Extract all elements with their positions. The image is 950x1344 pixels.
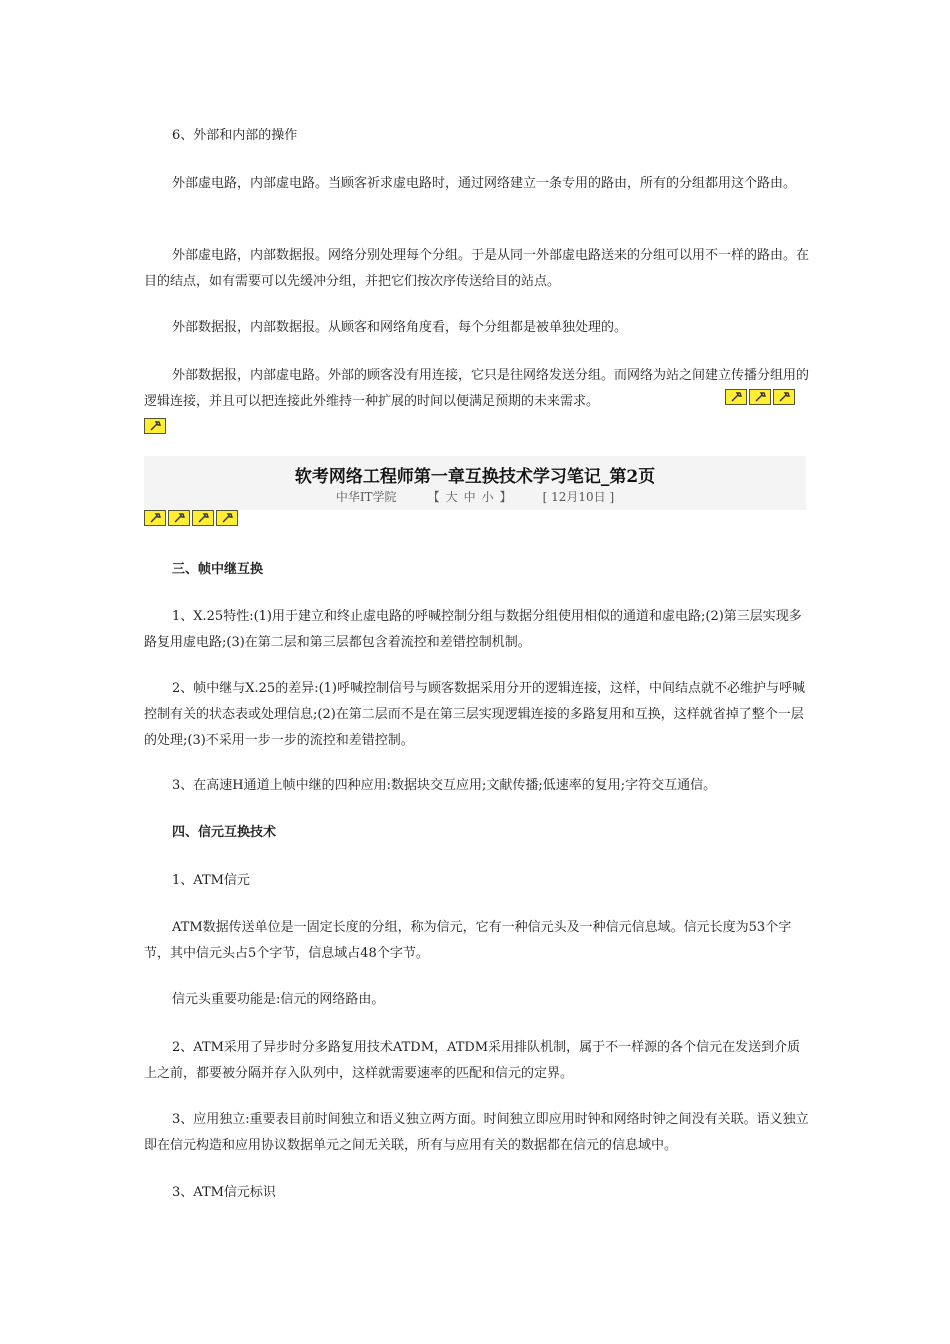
- wrench-tool-icon: [144, 510, 166, 526]
- tool-icons-row: [144, 510, 240, 526]
- wrench-tool-icon: [144, 418, 166, 434]
- paragraph: 信元头重要功能是:信元的网络路由。: [172, 992, 385, 1007]
- subsection-heading: 3、ATM信元标识: [172, 1185, 276, 1200]
- font-size-medium-link[interactable]: 中: [463, 490, 476, 504]
- bracket: 】: [499, 490, 512, 504]
- wrench-tool-icon: [725, 389, 747, 405]
- paragraph: 外部虚电路，内部数据报。网络分别处理每个分组。于是从同一外部虚电路送来的分组可以用不一样的路由。在目的结点，如有需要可以先缓冲分组，并把它们按次序传送给目的站点。: [144, 248, 810, 289]
- font-size-links: [425, 490, 515, 504]
- section-heading-external-internal: 6、外部和内部的操作: [172, 128, 298, 143]
- paragraph: 外部数据报，内部数据报。从顾客和网络角度看，每个分组都是被单独处理的。: [172, 320, 628, 335]
- wrench-tool-icon: [773, 389, 795, 405]
- article-source: 中华IT学院: [335, 490, 397, 504]
- font-size-small-link[interactable]: 小: [481, 490, 494, 504]
- paragraph: 2、帧中继与X.25的差异:(1)呼喊控制信号与顾客数据采用分开的逻辑连接，这样，中间结点就不必维护与呼喊控制有关的状态表或处理信息;(2)在第二层而不是在第三层实现逻辑连接的多路复用和互换，这样就省掉了整个一层的处理;(3)不采用一步一步的流控和差错控制。: [144, 681, 805, 748]
- article-meta: [144, 488, 806, 505]
- paragraph: 1、X.25特性:(1)用于建立和终止虚电路的呼喊控制分组与数据分组使用相似的通道和虚电路;(2)第三层实现多路复用虚电路;(3)在第二层和第三层都包含着流控和差错控制机制。: [144, 609, 802, 650]
- paragraph: 外部数据报，内部虚电路。外部的顾客没有用连接，它只是往网络发送分组。而网络为站之间建立传播分组用的逻辑连接，并且可以把连接此外维持一种扩展的时间以便满足预期的未来需求。: [144, 368, 810, 409]
- wrench-tool-icon: [749, 389, 771, 405]
- paragraph: 2、ATM采用了异步时分多路复用技术ATDM，ATDM采用排队机制，属于不一样源的各个信元在发送到介质上之前，都要被分隔并存入队列中，这样就需要速率的匹配和信元的定界。: [144, 1040, 801, 1081]
- tool-icons-row: [725, 389, 797, 405]
- paragraph: ATM数据传送单位是一固定长度的分组，称为信元，它有一种信元头及一种信元信息域。信元长度为53个字节，其中信元头占5个字节，信息域占48个字节。: [144, 920, 792, 961]
- article-title: 软考网络工程师第一章互换技术学习笔记_第2页: [294, 467, 656, 487]
- wrench-tool-icon: [216, 510, 238, 526]
- font-size-large-link[interactable]: 大: [445, 490, 458, 504]
- paragraph: 外部虚电路，内部虚电路。当顾客祈求虚电路时，通过网络建立一条专用的路由，所有的分组都用这个路由。: [172, 176, 797, 191]
- section-heading-frame-relay: 三、帧中继互换: [172, 562, 264, 577]
- article-date: [ 12月10日 ]: [542, 490, 615, 504]
- wrench-tool-icon: [192, 510, 214, 526]
- tool-icons-row: [144, 418, 168, 434]
- article-header: [144, 456, 806, 510]
- bracket: 【: [427, 490, 440, 504]
- paragraph: 3、在高速H通道上帧中继的四种应用:数据块交互应用;文献传播;低速率的复用;字符交互通信。: [172, 778, 717, 793]
- wrench-tool-icon: [168, 510, 190, 526]
- section-heading-cell-switching: 四、信元互换技术: [172, 825, 277, 840]
- paragraph: 3、应用独立:重要表目前时间独立和语义独立两方面。时间独立即应用时钟和网络时钟之间没有关联。语义独立即在信元构造和应用协议数据单元之间无关联，所有与应用有关的数据都在信元的信息域中。: [144, 1112, 809, 1153]
- subsection-heading: 1、ATM信元: [172, 873, 250, 888]
